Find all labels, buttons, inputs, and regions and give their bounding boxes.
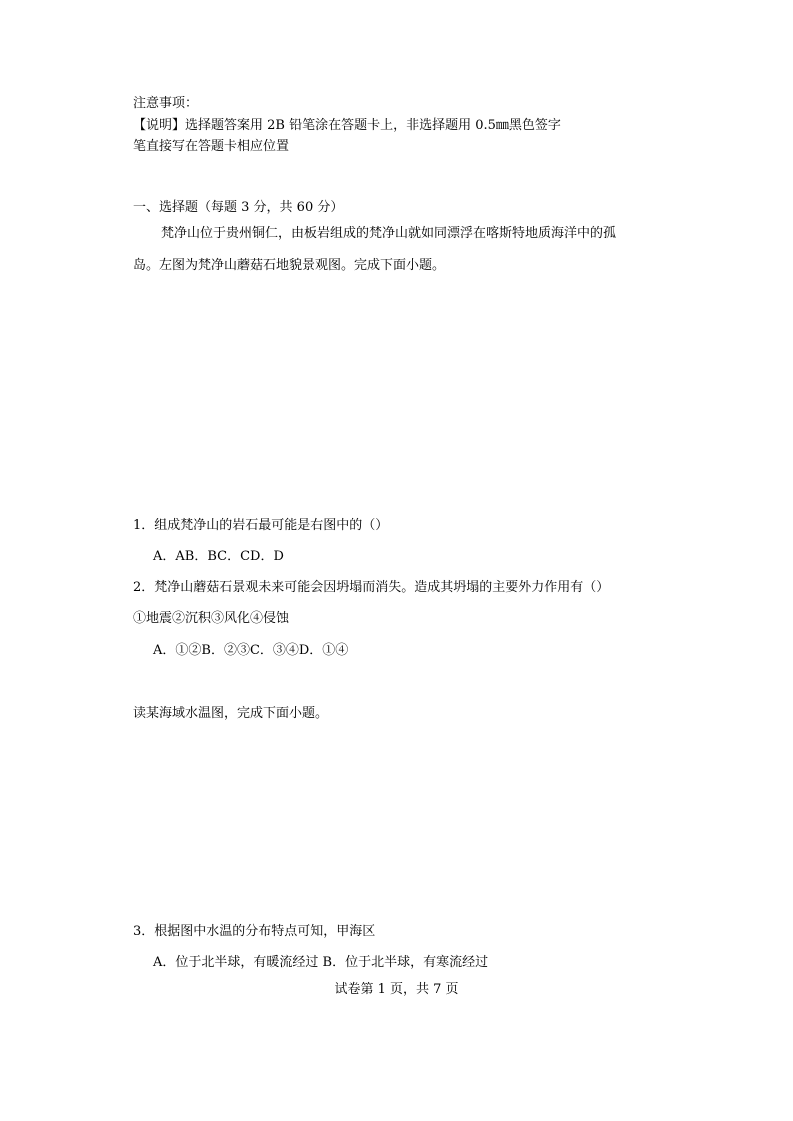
question-1-options: A．AB．BC．CD．D	[153, 549, 284, 564]
page-footer: 试卷第 1 页，共 7 页	[334, 982, 459, 997]
passage-1-line-1: 梵净山位于贵州铜仁，由板岩组成的梵净山就如同漂浮在喀斯特地质海洋中的孤	[161, 226, 617, 241]
question-1-text: 1．组成梵净山的岩石最可能是右图中的（）	[133, 518, 389, 533]
section-heading: 一、选择题（每题 3 分，共 60 分）	[133, 200, 344, 215]
question-2-text: 2．梵净山蘑菇石景观未来可能会因坍塌而消失。造成其坍塌的主要外力作用有（）	[133, 580, 610, 595]
question-3-text: 3．根据图中水温的分布特点可知，甲海区	[133, 924, 376, 939]
question-2-items: ①地震②沉积③风化④侵蚀	[133, 611, 290, 626]
notice-line-1: 【说明】选择题答案用 2B 铅笔涂在答题卡上，非选择题用 0.5㎜黑色签字	[133, 118, 561, 133]
notice-line-2: 笔直接写在答题卡相应位置	[133, 139, 290, 154]
question-3-options: A．位于北半球，有暖流经过 B．位于北半球，有寒流经过	[153, 955, 489, 970]
figure-placeholder-2	[133, 735, 653, 915]
question-2-options: A．①②B．②③C．③④D．①④	[153, 643, 349, 658]
notice-title: 注意事项：	[133, 96, 199, 111]
passage-1-line-2: 岛。左图为梵净山蘑菇石地貌景观图。完成下面小题。	[133, 258, 446, 273]
passage-2-line-1: 读某海域水温图，完成下面小题。	[133, 706, 329, 721]
figure-placeholder-1	[133, 290, 653, 500]
